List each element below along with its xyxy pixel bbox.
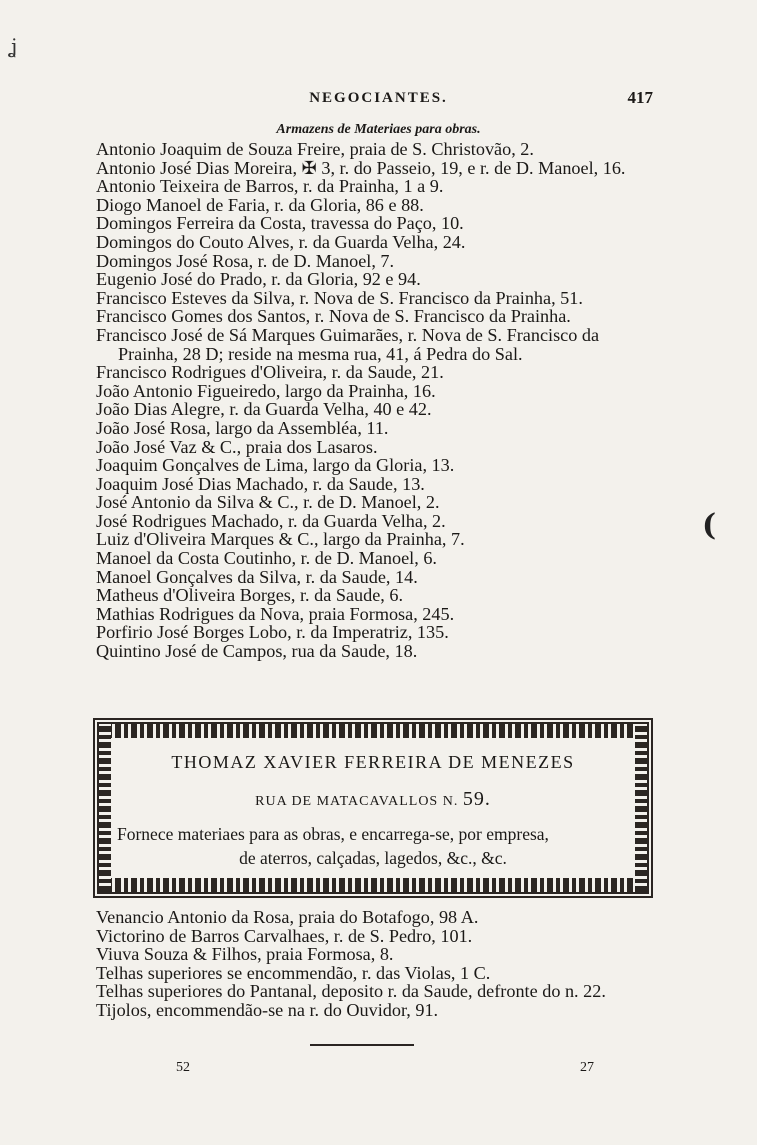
- margin-parenthesis: (: [702, 508, 717, 543]
- list-item: Francisco José de Sá Marques Guimarães, r. Nova de S. Francisco da Prainha, 28 D; reside na mesma rua, 41, á Pedra do Sal.: [96, 324, 600, 364]
- list-item: Domingos Ferreira da Costa, travessa do Paço, 10.: [96, 213, 464, 234]
- advertisement-text-line-2: de aterros, calçadas, lagedos, &c., &c.: [239, 848, 507, 868]
- signature-mark-left: 52: [176, 1060, 190, 1075]
- advertisement-text-line-1: Fornece materiaes para as obras, e encarrega-se, por empresa,: [117, 824, 549, 844]
- section-heading: Armazens de Materiaes para obras.: [276, 122, 481, 137]
- advertisement-box: [93, 718, 653, 898]
- closing-rule: [310, 1044, 414, 1046]
- entry-list-after: [96, 908, 656, 1020]
- list-item: Francisco Esteves da Silva, r. Nova de S. Francisco da Prainha, 51.: [96, 287, 583, 308]
- page-header: [0, 86, 757, 116]
- list-item: Joaquim José Dias Machado, r. da Saude, 13.: [96, 473, 425, 494]
- list-item: José Rodrigues Machado, r. da Guarda Velha, 2.: [96, 510, 446, 531]
- list-item: Manoel Gonçalves da Silva, r. da Saude, 14.: [96, 566, 418, 587]
- list-item: Joaquim Gonçalves de Lima, largo da Gloria, 13.: [96, 455, 455, 476]
- signature-mark-right: 27: [580, 1060, 594, 1075]
- address-street: RUA DE MATACAVALLOS N.: [255, 794, 459, 809]
- list-item: Viuva Souza & Filhos, praia Formosa, 8.: [96, 944, 394, 965]
- list-item: João Antonio Figueiredo, largo da Prainha, 16.: [96, 380, 436, 401]
- advertiser-name: THOMAZ XAVIER FERREIRA DE MENEZES: [171, 752, 575, 772]
- list-item: Tijolos, encommendão-se na r. do Ouvidor, 91.: [96, 999, 439, 1020]
- margin-mark: ʝ: [10, 34, 18, 58]
- list-item: João José Vaz & C., praia dos Lasaros.: [96, 436, 378, 457]
- address-number: 59.: [462, 788, 491, 810]
- list-item: Domingos do Couto Alves, r. da Guarda Velha, 24.: [96, 231, 466, 252]
- list-item: Manoel da Costa Coutinho, r. de D. Manoel, 6.: [96, 548, 437, 569]
- list-item: Diogo Manoel de Faria, r. da Gloria, 86 e 88.: [96, 194, 424, 215]
- advertiser-address: [99, 788, 647, 811]
- list-item: José Antonio da Silva & C., r. de D. Manoel, 2.: [96, 492, 440, 513]
- list-item: Quintino José de Campos, rua da Saude, 18.: [96, 641, 418, 662]
- list-item: Luiz d'Oliveira Marques & C., largo da Prainha, 7.: [96, 529, 465, 550]
- list-item: Antonio José Dias Moreira, ✠ 3, r. do Passeio, 19, e r. de D. Manoel, 16.: [96, 157, 626, 178]
- list-item: Matheus d'Oliveira Borges, r. da Saude, 6.: [96, 585, 404, 606]
- list-item: João Dias Alegre, r. da Guarda Velha, 40 e 42.: [96, 399, 432, 420]
- list-item: Telhas superiores do Pantanal, deposito r. da Saude, defronte do n. 22.: [96, 981, 606, 1002]
- list-item: Mathias Rodrigues da Nova, praia Formosa, 245.: [96, 603, 455, 624]
- list-item: Antonio Joaquim de Souza Freire, praia de S. Christovão, 2.: [96, 139, 534, 159]
- entry-list-before: [96, 140, 656, 661]
- list-item: João José Rosa, largo da Assembléa, 11.: [96, 417, 389, 438]
- list-item: Antonio Teixeira de Barros, r. da Prainha, 1 a 9.: [96, 176, 444, 197]
- list-item: Francisco Gomes dos Santos, r. Nova de S. Francisco da Prainha.: [96, 306, 571, 327]
- list-item: Telhas superiores se encommendão, r. das Violas, 1 C.: [96, 962, 491, 983]
- ornamental-border-bottom: [99, 878, 647, 892]
- list-item: Porfirio José Borges Lobo, r. da Imperatriz, 135.: [96, 622, 449, 643]
- running-title: NEGOCIANTES.: [309, 90, 448, 106]
- list-item: Francisco Rodrigues d'Oliveira, r. da Saude, 21.: [96, 362, 444, 383]
- list-item: Venancio Antonio da Rosa, praia do Botafogo, 98 A.: [96, 907, 479, 927]
- list-item: Victorino de Barros Carvalhaes, r. de S. Pedro, 101.: [96, 925, 473, 946]
- list-item: Eugenio José do Prado, r. da Gloria, 92 e 94.: [96, 269, 421, 290]
- ornamental-border-top: [99, 724, 647, 738]
- list-item: Domingos José Rosa, r. de D. Manoel, 7.: [96, 250, 395, 271]
- page-number: 417: [627, 88, 653, 107]
